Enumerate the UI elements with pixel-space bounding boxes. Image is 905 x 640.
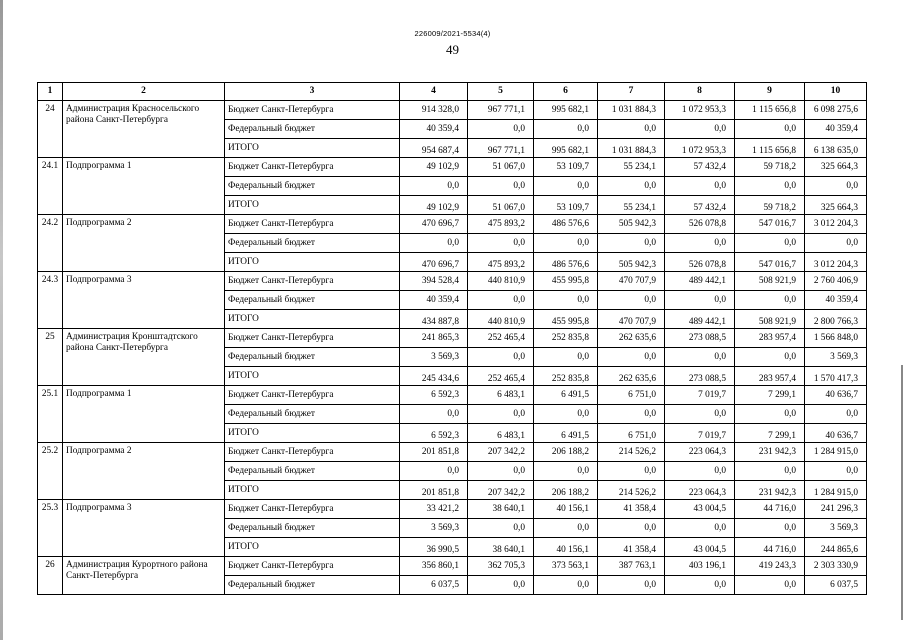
amount-cell: 252 465,4 [468,367,534,386]
amount-cell: 273 088,5 [665,367,735,386]
amount-cell: 440 810,9 [468,310,534,329]
program-name: Подпрограмма 3 [63,272,225,329]
amount-cell: 0,0 [534,405,598,424]
funding-source: Федеральный бюджет [225,405,400,424]
funding-source: Федеральный бюджет [225,519,400,538]
amount-cell: 6 592,3 [400,424,468,443]
funding-source: ИТОГО [225,424,400,443]
column-header: 1 [38,83,63,101]
amount-cell: 55 234,1 [598,196,665,215]
amount-cell: 0,0 [468,234,534,253]
program-name: Подпрограмма 2 [63,215,225,272]
column-header: 5 [468,83,534,101]
amount-cell: 0,0 [598,519,665,538]
amount-cell: 0,0 [534,291,598,310]
amount-cell: 40 156,1 [534,500,598,519]
amount-cell: 44 716,0 [735,538,805,557]
amount-cell: 3 569,3 [400,519,468,538]
amount-cell: 0,0 [468,291,534,310]
amount-cell: 0,0 [534,462,598,481]
row-number: 24.1 [38,158,63,215]
budget-table-body [38,83,867,595]
amount-cell: 51 067,0 [468,196,534,215]
amount-cell: 394 528,4 [400,272,468,291]
amount-cell: 2 800 766,3 [805,310,867,329]
funding-source: Бюджет Санкт-Петербурга [225,101,400,120]
funding-source: ИТОГО [225,139,400,158]
column-header: 7 [598,83,665,101]
funding-source: Бюджет Санкт-Петербурга [225,386,400,405]
table-row [38,272,867,291]
amount-cell: 0,0 [735,405,805,424]
amount-cell: 475 893,2 [468,253,534,272]
amount-cell: 362 705,3 [468,557,534,576]
row-number: 25.1 [38,386,63,443]
amount-cell: 206 188,2 [534,443,598,462]
amount-cell: 41 358,4 [598,500,665,519]
amount-cell: 38 640,1 [468,500,534,519]
amount-cell: 0,0 [468,348,534,367]
table-row [38,500,867,519]
funding-source: Федеральный бюджет [225,291,400,310]
amount-cell: 55 234,1 [598,158,665,177]
amount-cell: 0,0 [665,576,735,595]
amount-cell: 0,0 [400,234,468,253]
program-name: Администрация Кронштадтского района Санкт-Петербурга [63,329,225,386]
amount-cell: 6 751,0 [598,386,665,405]
table-row [38,101,867,120]
amount-cell: 1 566 848,0 [805,329,867,348]
amount-cell: 252 835,8 [534,329,598,348]
amount-cell: 3 012 204,3 [805,253,867,272]
amount-cell: 0,0 [805,234,867,253]
amount-cell: 508 921,9 [735,272,805,291]
amount-cell: 0,0 [735,519,805,538]
amount-cell: 505 942,3 [598,215,665,234]
budget-table [37,82,867,595]
column-header: 6 [534,83,598,101]
amount-cell: 2 303 330,9 [805,557,867,576]
amount-cell: 252 835,8 [534,367,598,386]
funding-source: ИТОГО [225,367,400,386]
amount-cell: 0,0 [665,120,735,139]
amount-cell: 207 342,2 [468,481,534,500]
amount-cell: 53 109,7 [534,158,598,177]
amount-cell: 440 810,9 [468,272,534,291]
amount-cell: 283 957,4 [735,367,805,386]
funding-source: Бюджет Санкт-Петербурга [225,500,400,519]
amount-cell: 0,0 [665,405,735,424]
amount-cell: 206 188,2 [534,481,598,500]
amount-cell: 0,0 [400,177,468,196]
amount-cell: 0,0 [598,462,665,481]
amount-cell: 1 072 953,3 [665,101,735,120]
amount-cell: 526 078,8 [665,253,735,272]
amount-cell: 1 031 884,3 [598,101,665,120]
amount-cell: 0,0 [665,291,735,310]
amount-cell: 262 635,6 [598,329,665,348]
funding-source: Федеральный бюджет [225,120,400,139]
amount-cell: 470 707,9 [598,310,665,329]
amount-cell: 547 016,7 [735,253,805,272]
amount-cell: 0,0 [735,234,805,253]
amount-cell: 7 019,7 [665,386,735,405]
program-name: Администрация Курортного района Санкт-Петербурга [63,557,225,595]
funding-source: ИТОГО [225,538,400,557]
funding-source: ИТОГО [225,253,400,272]
amount-cell: 57 432,4 [665,196,735,215]
amount-cell: 6 138 635,0 [805,139,867,158]
amount-cell: 1 570 417,3 [805,367,867,386]
amount-cell: 387 763,1 [598,557,665,576]
amount-cell: 0,0 [400,462,468,481]
amount-cell: 954 687,4 [400,139,468,158]
amount-cell: 51 067,0 [468,158,534,177]
amount-cell: 41 358,4 [598,538,665,557]
row-number: 25.3 [38,500,63,557]
amount-cell: 59 718,2 [735,158,805,177]
amount-cell: 489 442,1 [665,272,735,291]
funding-source: ИТОГО [225,481,400,500]
amount-cell: 6 491,5 [534,386,598,405]
funding-source: Федеральный бюджет [225,234,400,253]
amount-cell: 995 682,1 [534,139,598,158]
program-name: Подпрограмма 3 [63,500,225,557]
amount-cell: 214 526,2 [598,443,665,462]
amount-cell: 6 037,5 [400,576,468,595]
amount-cell: 0,0 [665,519,735,538]
amount-cell: 3 012 204,3 [805,215,867,234]
amount-cell: 6 483,1 [468,386,534,405]
column-header: 8 [665,83,735,101]
amount-cell: 470 696,7 [400,215,468,234]
column-header: 4 [400,83,468,101]
amount-cell: 373 563,1 [534,557,598,576]
amount-cell: 419 243,3 [735,557,805,576]
amount-cell: 40 359,4 [400,120,468,139]
amount-cell: 0,0 [468,462,534,481]
amount-cell: 6 098 275,6 [805,101,867,120]
column-header: 10 [805,83,867,101]
funding-source: Бюджет Санкт-Петербурга [225,443,400,462]
amount-cell: 0,0 [598,576,665,595]
amount-cell: 40 359,4 [805,291,867,310]
amount-cell: 6 483,1 [468,424,534,443]
program-name: Подпрограмма 1 [63,386,225,443]
amount-cell: 0,0 [468,120,534,139]
amount-cell: 0,0 [534,519,598,538]
amount-cell: 1 284 915,0 [805,443,867,462]
amount-cell: 223 064,3 [665,443,735,462]
amount-cell: 0,0 [805,177,867,196]
amount-cell: 0,0 [598,177,665,196]
amount-cell: 43 004,5 [665,538,735,557]
row-number: 24.2 [38,215,63,272]
amount-cell: 967 771,1 [468,139,534,158]
amount-cell: 0,0 [534,348,598,367]
row-number: 24 [38,101,63,158]
amount-cell: 283 957,4 [735,329,805,348]
amount-cell: 0,0 [598,234,665,253]
amount-cell: 241 296,3 [805,500,867,519]
amount-cell: 455 995,8 [534,310,598,329]
amount-cell: 40 636,7 [805,386,867,405]
amount-cell: 0,0 [735,348,805,367]
amount-cell: 36 990,5 [400,538,468,557]
amount-cell: 207 342,2 [468,443,534,462]
amount-cell: 486 576,6 [534,253,598,272]
amount-cell: 231 942,3 [735,481,805,500]
column-header: 3 [225,83,400,101]
amount-cell: 6 037,5 [805,576,867,595]
amount-cell: 2 760 406,9 [805,272,867,291]
amount-cell: 49 102,9 [400,158,468,177]
amount-cell: 0,0 [805,405,867,424]
amount-cell: 0,0 [665,177,735,196]
funding-source: Бюджет Санкт-Петербурга [225,557,400,576]
funding-source: Федеральный бюджет [225,462,400,481]
amount-cell: 1 284 915,0 [805,481,867,500]
amount-cell: 3 569,3 [805,348,867,367]
document-code: 226009/2021-5534(4) [414,29,491,38]
amount-cell: 434 887,8 [400,310,468,329]
amount-cell: 0,0 [598,405,665,424]
amount-cell: 49 102,9 [400,196,468,215]
table-row [38,215,867,234]
amount-cell: 53 109,7 [534,196,598,215]
amount-cell: 0,0 [468,177,534,196]
page-number: 49 [446,42,459,57]
table-row [38,557,867,576]
row-number: 25 [38,329,63,386]
amount-cell: 0,0 [735,177,805,196]
table-row [38,158,867,177]
amount-cell: 0,0 [400,405,468,424]
funding-source: Бюджет Санкт-Петербурга [225,272,400,291]
table-row [38,386,867,405]
scan-edge-mark-right [901,365,903,620]
amount-cell: 470 707,9 [598,272,665,291]
amount-cell: 914 328,0 [400,101,468,120]
funding-source: Федеральный бюджет [225,177,400,196]
amount-cell: 489 442,1 [665,310,735,329]
amount-cell: 0,0 [805,462,867,481]
program-name: Администрация Красносельского района Санкт-Петербурга [63,101,225,158]
amount-cell: 0,0 [534,177,598,196]
amount-cell: 3 569,3 [400,348,468,367]
amount-cell: 231 942,3 [735,443,805,462]
funding-source: Бюджет Санкт-Петербурга [225,215,400,234]
amount-cell: 0,0 [665,348,735,367]
amount-cell: 57 432,4 [665,158,735,177]
amount-cell: 526 078,8 [665,215,735,234]
amount-cell: 0,0 [665,462,735,481]
header-row [38,83,867,101]
amount-cell: 470 696,7 [400,253,468,272]
scan-edge-mark [0,0,3,640]
amount-cell: 0,0 [468,405,534,424]
amount-cell: 262 635,6 [598,367,665,386]
amount-cell: 7 299,1 [735,424,805,443]
funding-source: Бюджет Санкт-Петербурга [225,329,400,348]
amount-cell: 6 592,3 [400,386,468,405]
amount-cell: 0,0 [735,120,805,139]
amount-cell: 7 299,1 [735,386,805,405]
row-number: 24.3 [38,272,63,329]
amount-cell: 214 526,2 [598,481,665,500]
funding-source: Бюджет Санкт-Петербурга [225,158,400,177]
amount-cell: 0,0 [534,576,598,595]
amount-cell: 7 019,7 [665,424,735,443]
amount-cell: 1 115 656,8 [735,101,805,120]
amount-cell: 40 359,4 [805,120,867,139]
amount-cell: 252 465,4 [468,329,534,348]
amount-cell: 455 995,8 [534,272,598,291]
funding-source: ИТОГО [225,196,400,215]
amount-cell: 0,0 [735,462,805,481]
amount-cell: 244 865,6 [805,538,867,557]
amount-cell: 505 942,3 [598,253,665,272]
amount-cell: 0,0 [598,120,665,139]
amount-cell: 967 771,1 [468,101,534,120]
amount-cell: 486 576,6 [534,215,598,234]
amount-cell: 273 088,5 [665,329,735,348]
amount-cell: 325 664,3 [805,196,867,215]
row-number: 25.2 [38,443,63,500]
amount-cell: 0,0 [468,519,534,538]
amount-cell: 0,0 [735,291,805,310]
amount-cell: 403 196,1 [665,557,735,576]
amount-cell: 245 434,6 [400,367,468,386]
amount-cell: 995 682,1 [534,101,598,120]
amount-cell: 241 865,3 [400,329,468,348]
amount-cell: 6 751,0 [598,424,665,443]
amount-cell: 508 921,9 [735,310,805,329]
amount-cell: 0,0 [665,234,735,253]
funding-source: Федеральный бюджет [225,576,400,595]
funding-source: ИТОГО [225,310,400,329]
amount-cell: 3 569,3 [805,519,867,538]
amount-cell: 0,0 [534,120,598,139]
row-number: 26 [38,557,63,595]
amount-cell: 40 636,7 [805,424,867,443]
amount-cell: 0,0 [534,234,598,253]
amount-cell: 38 640,1 [468,538,534,557]
amount-cell: 33 421,2 [400,500,468,519]
amount-cell: 40 156,1 [534,538,598,557]
amount-cell: 0,0 [468,576,534,595]
amount-cell: 325 664,3 [805,158,867,177]
amount-cell: 43 004,5 [665,500,735,519]
funding-source: Федеральный бюджет [225,348,400,367]
amount-cell: 201 851,8 [400,481,468,500]
amount-cell: 1 115 656,8 [735,139,805,158]
amount-cell: 1 072 953,3 [665,139,735,158]
column-header: 2 [63,83,225,101]
program-name: Подпрограмма 1 [63,158,225,215]
column-header: 9 [735,83,805,101]
amount-cell: 223 064,3 [665,481,735,500]
program-name: Подпрограмма 2 [63,443,225,500]
amount-cell: 44 716,0 [735,500,805,519]
amount-cell: 356 860,1 [400,557,468,576]
amount-cell: 6 491,5 [534,424,598,443]
amount-cell: 1 031 884,3 [598,139,665,158]
table-row [38,329,867,348]
amount-cell: 40 359,4 [400,291,468,310]
amount-cell: 475 893,2 [468,215,534,234]
amount-cell: 201 851,8 [400,443,468,462]
amount-cell: 0,0 [735,576,805,595]
amount-cell: 59 718,2 [735,196,805,215]
amount-cell: 0,0 [598,348,665,367]
amount-cell: 547 016,7 [735,215,805,234]
amount-cell: 0,0 [598,291,665,310]
table-row [38,443,867,462]
